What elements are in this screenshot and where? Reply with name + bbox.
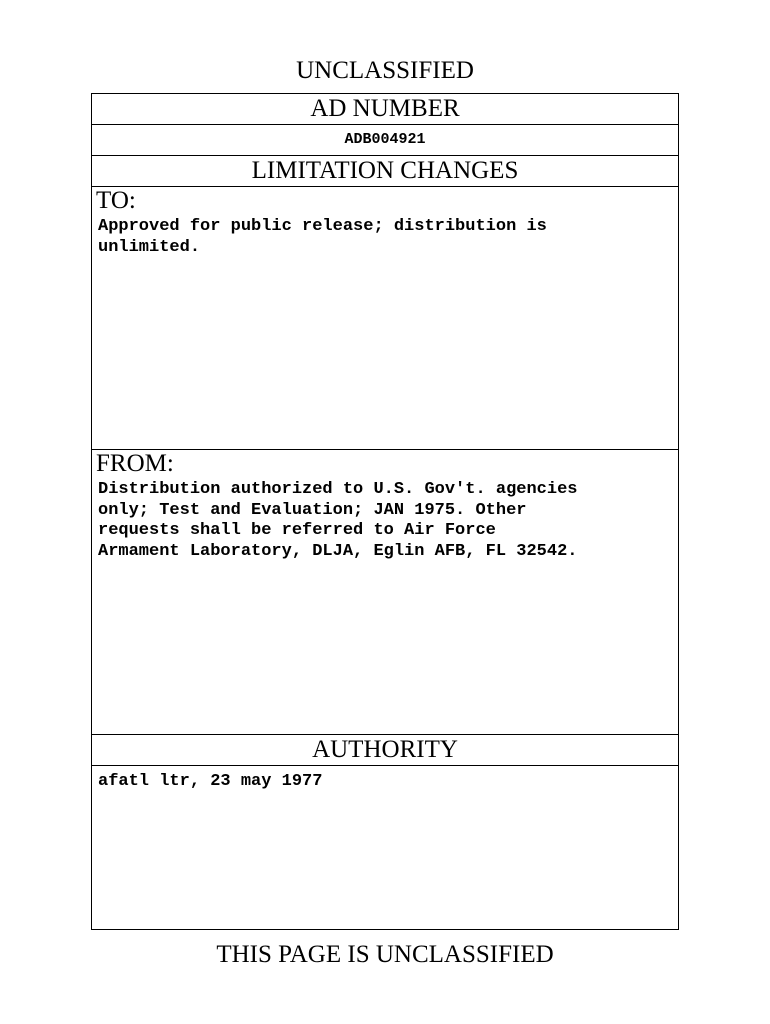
to-label: TO: [96, 187, 136, 214]
authority-section [92, 766, 678, 929]
authority-heading: AUTHORITY [92, 735, 678, 766]
to-text: Approved for public release; distribution is unlimited. [98, 217, 547, 257]
limitation-changes-heading: LIMITATION CHANGES [92, 156, 678, 187]
classification-header: UNCLASSIFIED [296, 57, 474, 84]
ad-number-heading: AD NUMBER [92, 94, 678, 125]
limitation-form [91, 93, 679, 930]
classification-footer: THIS PAGE IS UNCLASSIFIED [216, 941, 554, 968]
authority-text: afatl ltr, 23 may 1977 [98, 772, 323, 791]
from-section [92, 450, 678, 735]
ad-number-value: ADB004921 [92, 125, 678, 156]
from-label: FROM: [96, 450, 174, 477]
from-text: Distribution authorized to U.S. Gov't. agencies only; Test and Evaluation; JAN 1975. Other requests shall be referred to Air Force Armament Laboratory, DLJA, Eglin AFB, FL 32542. [98, 480, 578, 561]
to-section [92, 187, 678, 450]
